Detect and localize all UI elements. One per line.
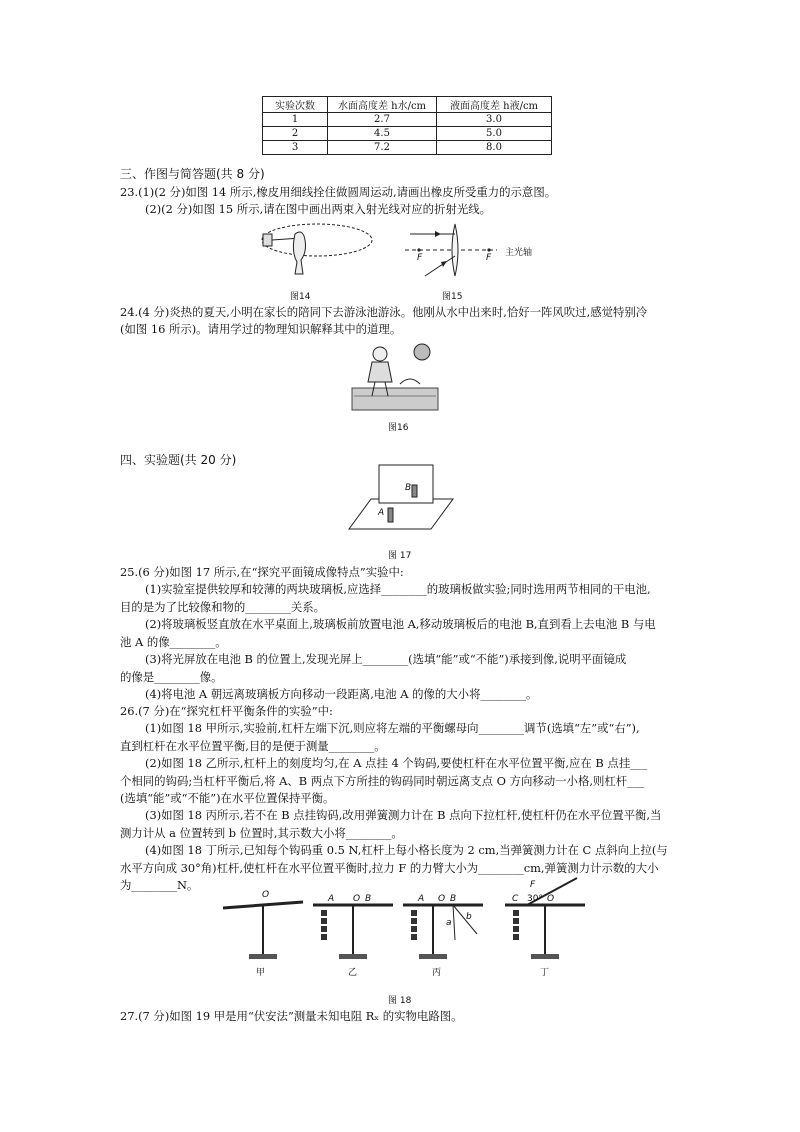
question-text: 水平方向成 30°角)杠杆,使杠杆在水平位置平衡时,拉力 F 的力臂大小为________cm,弹簧测力计示数的大小 — [120, 861, 659, 875]
table-cell: 7.2 — [328, 141, 437, 155]
battery-label: A — [378, 508, 385, 518]
question-text: (2)如图 18 乙所示,杠杆上的刻度均匀,在 A 点挂 4 个钩码,要使杠杆在水平位置平衡,应在 B 点挂___ — [145, 756, 648, 770]
table-cell: 3.0 — [437, 113, 552, 127]
question-text: (3)将光屏放在电池 B 的位置上,发现光屏上________(选填“能”或“不能”)承接到像,说明平面镜成 — [145, 652, 627, 666]
table-row — [263, 113, 552, 127]
table-row — [263, 141, 552, 155]
question-text: (1)实验室提供较厚和较薄的两块玻璃板,应选择________的玻璃板做实验;同时选用两节相同的干电池, — [145, 582, 651, 596]
question-text: 池 A 的像________。 — [120, 635, 227, 649]
lever-ding — [505, 878, 585, 959]
figure-caption: 图15 — [442, 292, 463, 302]
data-table — [262, 96, 552, 155]
sub-figure-label: 丙 — [432, 968, 442, 978]
question-text: 为________N。 — [120, 878, 199, 892]
lever-label: 30° — [527, 894, 543, 904]
sub-figure-label: 乙 — [348, 968, 358, 978]
focus-label: F — [486, 253, 492, 263]
question-text: (1)如图 18 甲所示,实验前,杠杆左端下沉,则应将左端的平衡螺母向________调节(选填“左”或“右”), — [145, 721, 640, 735]
question-text: (2)(2 分)如图 15 所示,请在图中画出两束入射光线对应的折射光线。 — [145, 202, 492, 216]
lever-yi — [313, 905, 393, 959]
figure-caption: 图 18 — [388, 996, 412, 1006]
focus-label: F — [417, 253, 423, 263]
battery-label: B — [405, 483, 412, 493]
question-text: 个相同的钩码;当杠杆平衡后,将 A、B 两点下方所挂的钩码同时朝远离支点 O 方向移动一小格,则杠杆___ — [120, 774, 645, 788]
table-cell: 2 — [263, 127, 328, 141]
question-text: 26.(7 分)在“探究杠杆平衡条件的实验”中: — [120, 704, 333, 718]
lever-label: F — [530, 880, 536, 890]
table-cell: 3 — [263, 141, 328, 155]
table-cell: 5.0 — [437, 127, 552, 141]
question-text: 27.(7 分)如图 19 甲是用“伏安法”测量未知电阻 Rₓ 的实物电路图。 — [120, 1009, 463, 1023]
lever-label: b — [466, 912, 472, 922]
lever-label: O — [262, 890, 270, 900]
lever-label: a — [446, 918, 452, 928]
lever-label: O — [547, 894, 555, 904]
table-cell: 2.7 — [328, 113, 437, 127]
axis-label: 主光轴 — [505, 248, 533, 258]
table-cell: 1 — [263, 113, 328, 127]
question-text: (2)将玻璃板竖直放在水平桌面上,玻璃板前放置电池 A,移动玻璃板后的电池 B,直到看上去电池 B 与电 — [145, 617, 656, 631]
question-text: 的像是________像。 — [120, 670, 223, 684]
section-title: 三、作图与简答题(共 8 分) — [120, 167, 265, 181]
question-text: 直到杠杆在水平位置平衡,目的是便于测量________。 — [120, 739, 386, 753]
question-text: (3)如图 18 丙所示,若不在 B 点挂钩码,改用弹簧测力计在 B 点向下拉杠杆,使杠杆仍在水平位置平衡,当 — [145, 808, 662, 822]
lever-label: C — [512, 894, 519, 904]
question-text: 25.(6 分)如图 17 所示,在“探究平面镜成像特点”实验中: — [120, 565, 404, 579]
question-text: (如图 16 所示)。请用学过的物理知识解释其中的道理。 — [120, 322, 402, 336]
lever-label: B — [450, 894, 457, 904]
lever-label: O — [353, 894, 361, 904]
figure-caption: 图 17 — [388, 551, 412, 561]
figure-17-diagram — [345, 463, 455, 533]
figure-16-illustration — [350, 340, 440, 412]
sub-figure-label: 甲 — [256, 968, 266, 978]
question-text: (选填“能”或“不能”)在水平位置保持平衡。 — [120, 791, 335, 805]
table-header-row — [263, 97, 552, 113]
table-header: 实验次数 — [263, 97, 328, 113]
question-text: (4)将电池 A 朝远离玻璃板方向移动一段距离,电池 A 的像的大小将________。 — [145, 687, 538, 701]
table-header: 水面高度差 h水/cm — [328, 97, 437, 113]
lever-label: O — [438, 894, 446, 904]
figure-caption: 图14 — [290, 292, 311, 302]
lever-label: A — [328, 894, 335, 904]
table-cell: 4.5 — [328, 127, 437, 141]
table-row — [263, 127, 552, 141]
table-cell: 8.0 — [437, 141, 552, 155]
figure-caption: 图16 — [388, 423, 409, 433]
section-title: 四、实验题(共 20 分) — [120, 453, 237, 467]
table-header: 液面高度差 h液/cm — [437, 97, 552, 113]
question-text: (4)如图 18 丁所示,已知每个钩码重 0.5 N,杠杆上每小格长度为 2 cm,当弹簧测力计在 C 点斜向上拉(与 — [145, 843, 668, 857]
lever-jia — [223, 902, 303, 959]
question-text: 24.(4 分)炎热的夏天,小明在家长的陪同下去游泳池游泳。他刚从水中出来时,恰好一阵风吹过,感觉特别冷 — [120, 305, 648, 319]
lever-label: A — [418, 894, 425, 904]
lever-label: B — [365, 894, 372, 904]
figure-14-diagram — [255, 220, 375, 286]
question-text: 目的是为了比较像和物的________关系。 — [120, 600, 326, 614]
question-text: 测力计从 a 位置转到 b 位置时,其示数大小将________。 — [120, 826, 403, 840]
question-text: 23.(1)(2 分)如图 14 所示,橡皮用细线拴住做圆周运动,请画出橡皮所受重力的示意图。 — [120, 185, 557, 199]
sub-figure-label: 丁 — [540, 968, 550, 978]
